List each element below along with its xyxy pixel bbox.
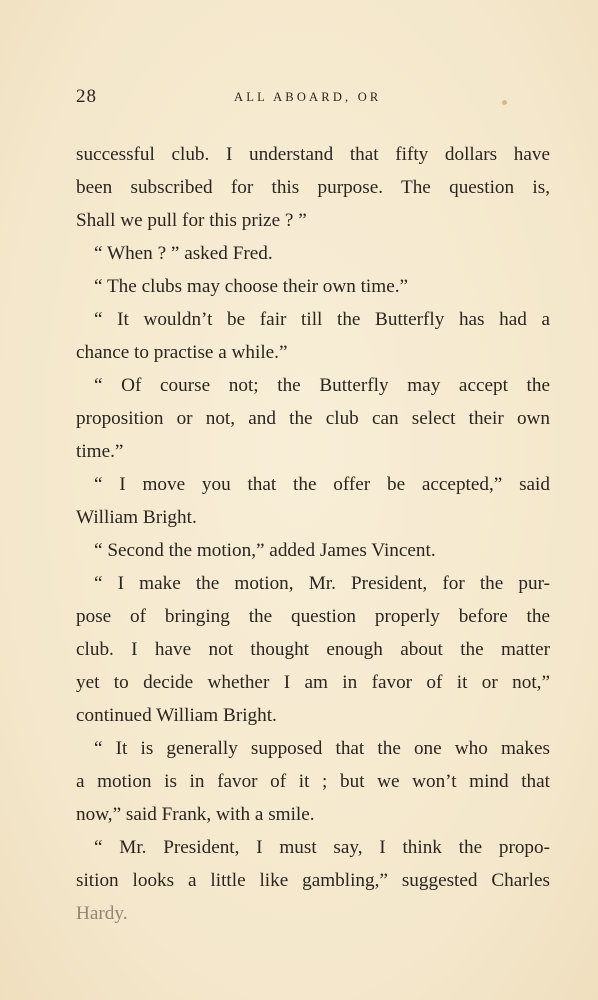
page-number: 28	[76, 86, 97, 107]
text-line: William Bright.	[76, 507, 197, 528]
text-line: continued William Bright.	[76, 705, 277, 726]
text-line: “ It wouldn’t be fair till the Butterfly has had a	[94, 309, 550, 330]
text-line: chance to practise a while.”	[76, 342, 288, 363]
text-line: a motion is in favor of it ; but we won’t mind that	[76, 771, 550, 792]
text-line: sition looks a little like gambling,” suggested Charles	[76, 870, 550, 891]
running-title: ALL ABOARD, OR	[234, 90, 382, 104]
ink-speck	[502, 100, 507, 105]
text-line: “ It is generally supposed that the one who makes	[94, 738, 550, 759]
text-line: now,” said Frank, with a smile.	[76, 804, 315, 825]
text-line: “ I move you that the offer be accepted,” said	[94, 474, 550, 495]
text-line: “ Of course not; the Butterfly may accept the	[94, 375, 550, 396]
text-line: Shall we pull for this prize ? ”	[76, 210, 307, 231]
running-head	[76, 86, 550, 110]
body-text	[76, 138, 550, 930]
text-line: proposition or not, and the club can select their own	[76, 408, 550, 429]
text-line: “ Mr. President, I must say, I think the propo-	[94, 837, 550, 858]
text-line: “ When ? ” asked Fred.	[94, 243, 273, 264]
text-line: “ Second the motion,” added James Vincent.	[94, 540, 436, 561]
text-line: pose of bringing the question properly before the	[76, 606, 550, 627]
text-line: “ The clubs may choose their own time.”	[94, 276, 409, 297]
text-line: time.”	[76, 441, 124, 462]
text-line: club. I have not thought enough about the matter	[76, 639, 550, 660]
text-line: been subscribed for this purpose. The question is,	[76, 177, 550, 198]
text-line: yet to decide whether I am in favor of it or not,”	[76, 672, 550, 693]
text-line: Hardy.	[76, 903, 128, 924]
text-line: successful club. I understand that fifty dollars have	[76, 144, 550, 165]
text-line: “ I make the motion, Mr. President, for the pur-	[94, 573, 550, 594]
